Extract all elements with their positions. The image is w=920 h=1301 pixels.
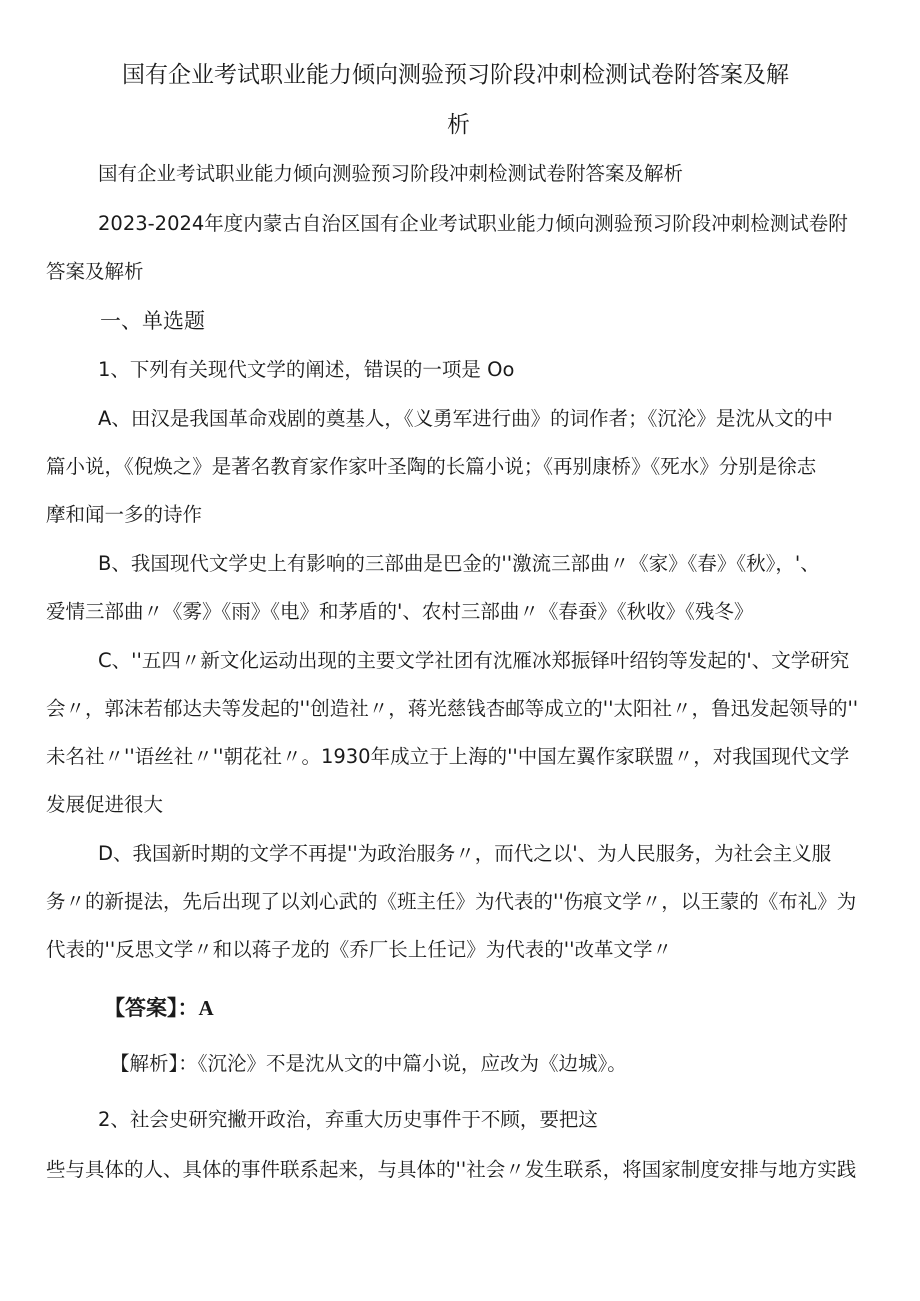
q1-option-d-line-1: D、我国新时期的文学不再提''为政治服务〃，而代之以'、为人民服务，为社会主义服 <box>98 842 832 865</box>
q1-option-c-line-3: 未名社〃''语丝社〃''朝花社〃。1930年成立于上海的''中国左翼作家联盟〃，对我国现代文学 <box>46 745 850 768</box>
doc-title-line-2: 析 <box>447 112 470 138</box>
q1-option-c-line-2: 会〃，郭沫若郁达夫等发起的''创造社〃，蒋光慈钱杏邮等成立的''太阳社〃，鲁迅发起领导的'' <box>46 697 859 720</box>
section-heading: 一、单选题 <box>100 309 205 333</box>
q1-option-a-line-1: A、田汉是我国革命戏剧的奠基人，《义勇军进行曲》的词作者；《沉沦》是沈从文的中 <box>98 407 833 430</box>
q1-answer <box>104 994 214 1022</box>
q1-option-a-line-2: 篇小说，《倪焕之》是著名教育家作家叶圣陶的长篇小说；《再别康桥》《死水》分别是徐志 <box>46 455 817 478</box>
doc-subtitle: 国有企业考试职业能力倾向测验预习阶段冲刺检测试卷附答案及解析 <box>98 162 684 185</box>
doc-title-line-1: 国有企业考试职业能力倾向测验预习阶段冲刺检测试卷附答案及解 <box>122 62 789 88</box>
q1-option-d-line-3: 代表的''反思文学〃和以蒋子龙的《乔厂长上任记》为代表的''改革文学〃 <box>46 938 672 961</box>
question-1-stem: 1、下列有关现代文学的阐述，错误的一项是 Oo <box>98 358 515 381</box>
intro-line-1: 2023-2024年度内蒙古自治区国有企业考试职业能力倾向测验预习阶段冲刺检测试卷附 <box>98 212 848 235</box>
q1-option-b-line-2: 爱情三部曲〃《雾》《雨》《电》和茅盾的'、农村三部曲〃《春蚕》《秋收》《残冬》 <box>46 600 754 623</box>
intro-line-2: 答案及解析 <box>46 260 144 283</box>
q1-analysis: 【解析】：《沉沦》不是沈从文的中篇小说，应改为《边城》。 <box>110 1052 627 1075</box>
q1-option-c-line-4: 发展促进很大 <box>46 793 164 816</box>
q1-option-c-line-1: C、''五四〃新文化运动出现的主要文学社团有沈雁冰郑振铎叶绍钧等发起的'、文学研究 <box>98 649 850 672</box>
q1-option-d-line-2: 务〃的新提法，先后出现了以刘心武的《班主任》为代表的''伤痕文学〃，以王蒙的《布礼》为 <box>46 890 857 913</box>
answer-label: 【答案】： <box>104 996 199 1020</box>
answer-value: A <box>198 996 214 1020</box>
question-2-line-1: 2、社会史研究撇开政治，弃重大历史事件于不顾，要把这 <box>98 1108 598 1131</box>
q1-option-a-line-3: 摩和闻一多的诗作 <box>46 503 203 526</box>
question-2-line-2: 些与具体的人、具体的事件联系起来，与具体的''社会〃发生联系，将国家制度安排与地方实践 <box>46 1158 857 1181</box>
q1-option-b-line-1: B、我国现代文学史上有影响的三部曲是巴金的''激流三部曲〃《家》《春》《秋》，'、 <box>98 552 820 575</box>
